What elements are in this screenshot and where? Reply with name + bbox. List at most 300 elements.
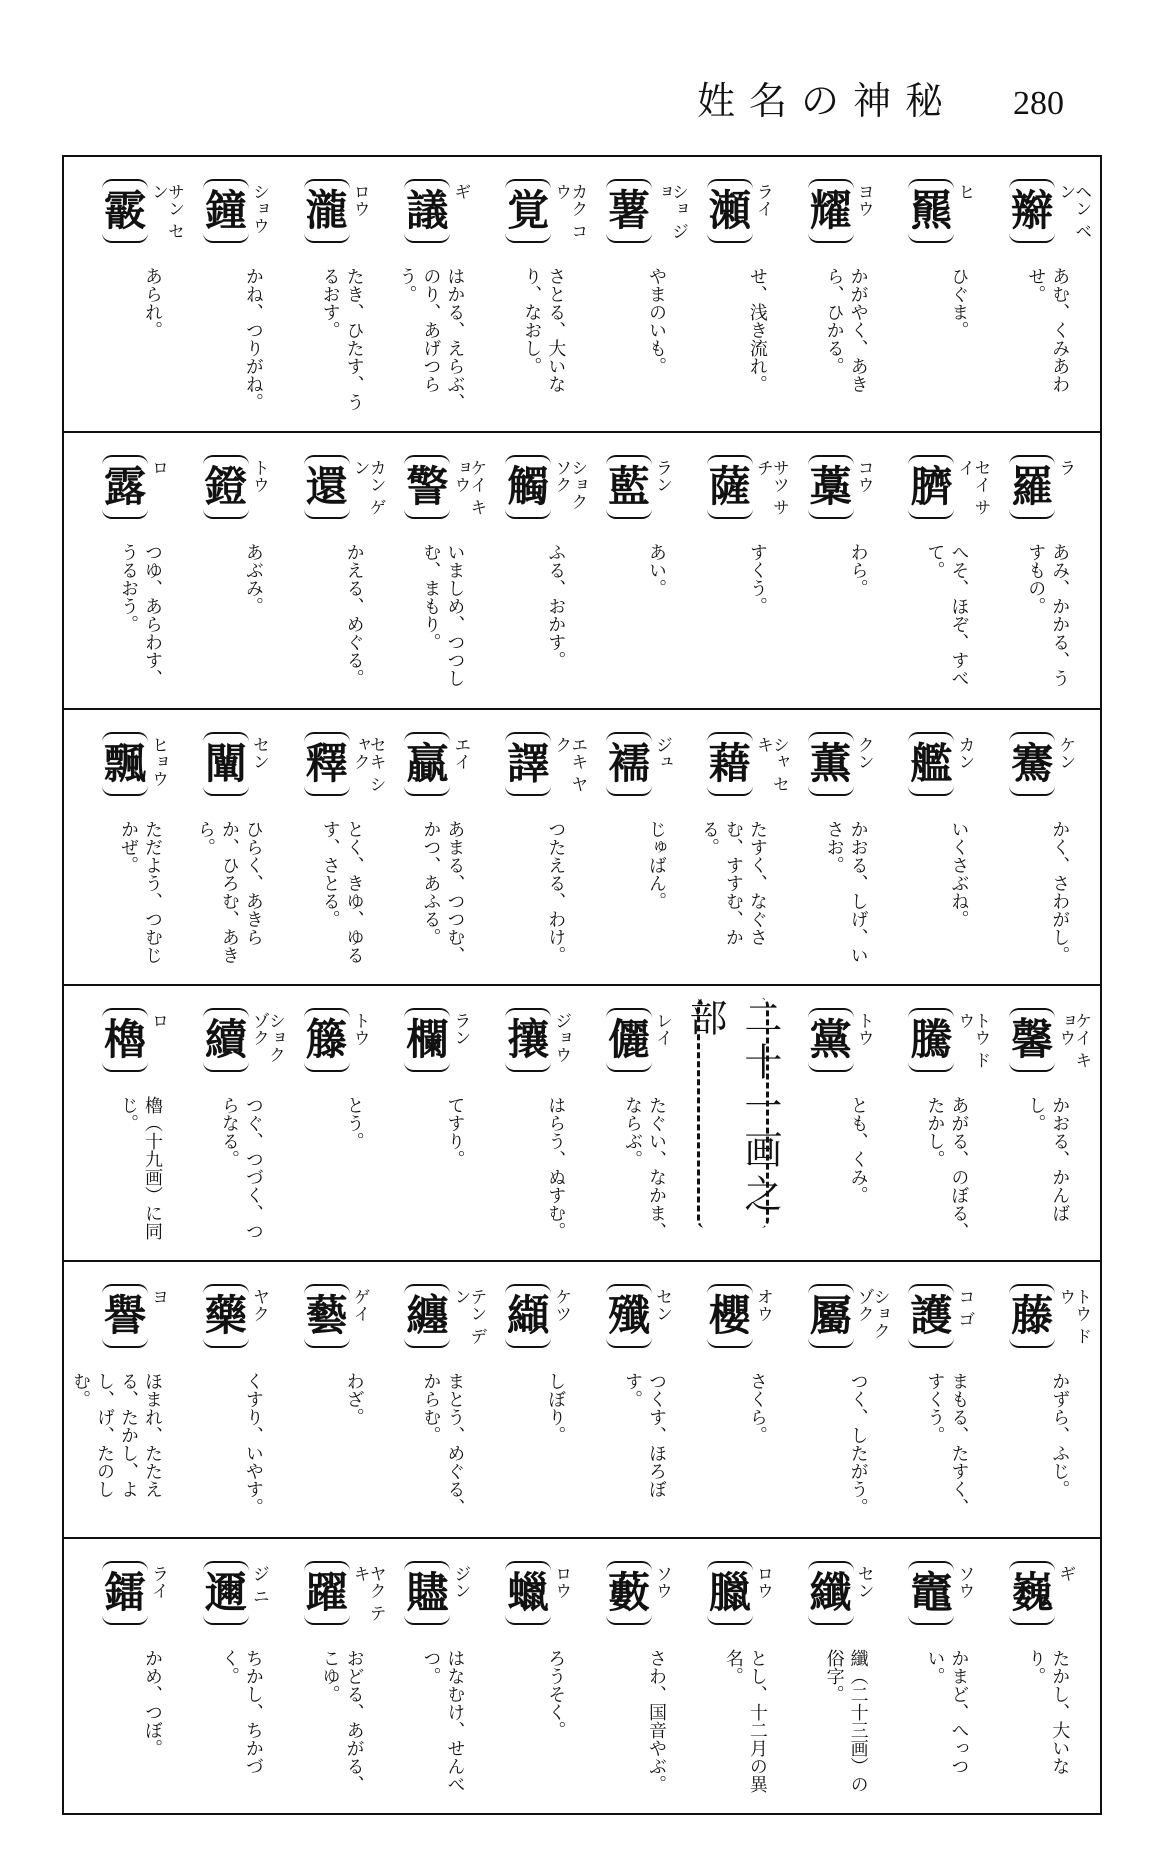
kanji-entry xyxy=(179,1262,280,1536)
kanji-character: 鐳 xyxy=(104,1567,147,1617)
kanji-meaning: はかる、えらぶ、のり、あげつらう。 xyxy=(396,267,466,411)
kanji-meaning: 櫓（十九画）に同じ。 xyxy=(118,1095,164,1240)
kanji-meaning: じゅばん。 xyxy=(646,819,668,910)
kanji-character: 藍 xyxy=(608,462,651,512)
kanji-meaning: かおる、しげ、いさお。 xyxy=(823,819,869,964)
kanji-character: 騫 xyxy=(1011,738,1054,788)
section-header xyxy=(683,986,784,1260)
kanji-reading: ケツ xyxy=(551,1288,572,1323)
kanji-reading: ギ xyxy=(1055,1564,1076,1582)
kanji-entry xyxy=(380,157,481,431)
kanji-entry xyxy=(683,1539,784,1813)
kanji-character: 覚 xyxy=(507,186,550,235)
kanji-entry xyxy=(884,433,991,707)
kanji-meaning: まもる、たすく、すくう。 xyxy=(924,1372,970,1517)
kanji-character: 霰 xyxy=(104,186,147,235)
kanji-reading: ライ xyxy=(148,1564,169,1599)
entry-head xyxy=(606,1561,684,1625)
entry-head xyxy=(203,1561,281,1625)
entry-head xyxy=(707,732,789,796)
kanji-meaning: あみ、かかる、うすもの。 xyxy=(1025,543,1071,688)
entry-head xyxy=(505,732,588,796)
kanji-entry xyxy=(985,986,1092,1260)
kanji-character: 瀬 xyxy=(708,186,751,235)
kanji-meaning: すくう。 xyxy=(746,543,768,616)
kanji-entry xyxy=(784,710,885,984)
kanji-meaning: しぼり。 xyxy=(545,1372,567,1445)
kanji-reading: セキ シャク xyxy=(349,735,386,793)
entry-head xyxy=(404,1284,487,1348)
kanji-entry xyxy=(78,1539,179,1813)
kanji-entry xyxy=(884,1262,985,1536)
kanji-entry xyxy=(70,1262,179,1536)
kanji-entry xyxy=(179,986,285,1260)
kanji-character: 黨 xyxy=(809,1014,852,1064)
kanji-entry xyxy=(985,1539,1086,1813)
table-row xyxy=(64,1262,1100,1538)
kanji-character: 櫻 xyxy=(708,1291,751,1341)
kanji-character: 續 xyxy=(204,1014,247,1064)
kanji-reading: ヤク xyxy=(248,1288,269,1323)
kanji-meaning: かまど、へっつい。 xyxy=(924,1648,970,1775)
kanji-meaning: ひぐま。 xyxy=(948,267,970,339)
kanji-meaning: わら。 xyxy=(847,543,869,598)
kanji-character: 籐 xyxy=(305,1014,348,1064)
entry-head xyxy=(1009,732,1087,796)
kanji-meaning: たき、ひたす、うるおす。 xyxy=(319,267,365,411)
kanji-reading: ジョウ xyxy=(551,1011,572,1063)
kanji-character: 瀧 xyxy=(305,186,348,235)
kanji-character: 騰 xyxy=(910,1014,953,1064)
entry-head xyxy=(606,732,684,796)
entry-head xyxy=(203,1284,281,1348)
kanji-meaning: とう。 xyxy=(343,1095,365,1150)
kanji-character: 馨 xyxy=(1011,1014,1054,1064)
kanji-character: 護 xyxy=(910,1291,953,1341)
section-label: 二十一画之部 xyxy=(682,997,782,1218)
kanji-meaning: やまのいも。 xyxy=(646,267,668,375)
kanji-entry xyxy=(280,1539,386,1813)
kanji-meaning: たぐい、なかま、ならぶ。 xyxy=(622,1095,668,1240)
kanji-reading: トウ ドウ xyxy=(954,1011,991,1069)
kanji-reading: ケン xyxy=(1055,735,1076,770)
kanji-character: 纏 xyxy=(406,1291,449,1341)
kanji-character: 耀 xyxy=(809,186,852,235)
kanji-entry xyxy=(280,986,381,1260)
kanji-meaning: あがる、のぼる、たかし。 xyxy=(924,1095,970,1240)
kanji-reading: ショウ xyxy=(248,183,269,234)
kanji-meaning: くすり、いやす。 xyxy=(242,1372,264,1517)
kanji-character: 臍 xyxy=(910,462,953,512)
kanji-meaning: あい。 xyxy=(646,543,668,598)
entry-head xyxy=(102,1284,180,1348)
kanji-reading: ヨ xyxy=(148,1288,169,1306)
kanji-reading: ショク ゾク xyxy=(853,1288,890,1340)
entry-head xyxy=(707,1561,785,1625)
entry-head xyxy=(505,455,588,519)
kanji-entry xyxy=(280,157,381,431)
kanji-entry xyxy=(884,986,991,1260)
kanji-entry xyxy=(985,710,1086,984)
table-row xyxy=(64,157,1100,433)
kanji-entry xyxy=(380,710,481,984)
entry-head xyxy=(808,1284,890,1348)
entry-head xyxy=(808,179,886,243)
kanji-meaning: かがやく、あきら、ひかる。 xyxy=(823,267,869,393)
entry-head xyxy=(505,179,588,243)
entry-head xyxy=(1009,179,1092,243)
kanji-character: 屬 xyxy=(809,1291,852,1341)
kanji-meaning: まとう、めぐる、からむ。 xyxy=(420,1372,466,1517)
kanji-character: 議 xyxy=(406,186,449,235)
kanji-meaning: かく、さわがし。 xyxy=(1049,819,1071,964)
kanji-entry xyxy=(78,986,179,1260)
kanji-entry xyxy=(179,710,280,984)
kanji-character: 闡 xyxy=(204,738,247,788)
page-number: 280 xyxy=(1013,85,1064,122)
entry-head xyxy=(102,1561,180,1625)
kanji-meaning: つくす、ほろぼす。 xyxy=(622,1372,668,1499)
entry-head xyxy=(1009,1284,1092,1348)
kanji-meaning: あまる、つつむ、かつ、あふる。 xyxy=(420,819,466,964)
kanji-meaning: てすり。 xyxy=(444,1095,466,1168)
kanji-entry xyxy=(481,710,588,984)
kanji-entry xyxy=(582,1262,683,1536)
kanji-reading: シャ セキ xyxy=(752,735,789,793)
kanji-reading: トウ ドウ xyxy=(1055,1288,1092,1345)
kanji-meaning: かずら、ふじ。 xyxy=(1049,1372,1071,1499)
kanji-meaning: さくら。 xyxy=(746,1372,768,1445)
kanji-reading: ロウ xyxy=(349,183,370,217)
entry-head xyxy=(808,1561,886,1625)
kanji-meaning: 纖（二十三画）の俗字。 xyxy=(823,1648,869,1793)
kanji-character: 攘 xyxy=(507,1014,550,1064)
kanji-reading: ヒ xyxy=(954,183,975,200)
kanji-reading: ラン xyxy=(450,1011,471,1046)
entry-head xyxy=(707,179,785,243)
kanji-reading: エイ xyxy=(450,735,471,770)
kanji-character: 譽 xyxy=(104,1291,147,1341)
kanji-reading: トウ xyxy=(248,459,269,494)
kanji-meaning: とし、十二月の異名。 xyxy=(722,1648,768,1793)
kanji-meaning: とも、くみ。 xyxy=(847,1095,869,1204)
kanji-reading: ヨウ xyxy=(853,183,874,217)
kanji-character: 鐘 xyxy=(204,186,247,235)
kanji-reading: ヘン ベン xyxy=(1055,183,1092,240)
kanji-reading: カン ゲン xyxy=(349,459,386,516)
kanji-reading: トウ xyxy=(349,1011,370,1046)
kanji-reading: カン xyxy=(954,735,975,770)
kanji-entry xyxy=(380,433,487,707)
kanji-meaning: ちかし、ちかづく。 xyxy=(218,1648,264,1775)
page-header xyxy=(697,70,1064,125)
kanji-character: 鐙 xyxy=(204,462,247,512)
kanji-meaning: かえる、めぐる。 xyxy=(343,543,365,688)
entry-head xyxy=(404,732,482,796)
kanji-reading: ロウ xyxy=(752,1564,773,1599)
kanji-character: 襦 xyxy=(608,738,651,788)
kanji-entry xyxy=(784,1539,885,1813)
kanji-character: 還 xyxy=(305,462,348,512)
kanji-entry xyxy=(784,986,885,1260)
entry-head xyxy=(404,1561,482,1625)
kanji-reading: ケイ キョウ xyxy=(1055,1011,1092,1069)
kanji-character: 贏 xyxy=(406,738,449,788)
entry-head xyxy=(707,455,789,519)
kanji-reading: ロ xyxy=(148,459,169,477)
kanji-entry xyxy=(784,1262,890,1536)
kanji-entry xyxy=(683,157,784,431)
entry-head xyxy=(304,1008,382,1072)
kanji-meaning: へそ、ほぞ、すべて。 xyxy=(924,543,970,688)
kanji-reading: ジュ xyxy=(652,735,673,770)
kanji-character: 辮 xyxy=(1011,186,1054,235)
kanji-character: 艦 xyxy=(910,738,953,788)
kanji-character: 釋 xyxy=(305,738,348,788)
table-row xyxy=(64,986,1100,1262)
entry-head xyxy=(908,179,986,243)
kanji-entry xyxy=(78,157,185,431)
kanji-entry xyxy=(683,1262,784,1536)
kanji-reading: ライ xyxy=(752,183,773,217)
kanji-character: 露 xyxy=(104,462,147,512)
kanji-meaning: あられ。 xyxy=(142,267,164,339)
kanji-character: 藝 xyxy=(305,1291,348,1341)
kanji-entry xyxy=(481,157,588,431)
kanji-meaning: かめ、つぼ。 xyxy=(142,1648,164,1757)
kanji-character: 竈 xyxy=(910,1567,953,1617)
kanji-reading: セイ サイ xyxy=(954,459,991,516)
kanji-reading: ジ ニ xyxy=(248,1564,269,1605)
kanji-entry xyxy=(582,986,683,1260)
kanji-reading: ソウ xyxy=(652,1564,673,1599)
kanji-reading: コウ xyxy=(853,459,874,494)
kanji-entry xyxy=(884,157,985,431)
kanji-character: 巍 xyxy=(1011,1567,1054,1617)
kanji-character: 纖 xyxy=(809,1567,852,1617)
kanji-meaning: たすく、なぐさむ、すすむ、かる。 xyxy=(698,819,768,946)
entry-head xyxy=(304,455,386,519)
entry-head xyxy=(1009,1008,1092,1072)
kanji-meaning: ふる、おかす。 xyxy=(545,543,567,670)
kanji-reading: セン xyxy=(248,735,269,770)
kanji-entry xyxy=(683,710,789,984)
kanji-meaning: たかし、大いなり。 xyxy=(1025,1648,1071,1775)
kanji-reading: ラ xyxy=(1055,459,1076,477)
kanji-reading: ロ xyxy=(148,1011,169,1029)
entry-head xyxy=(505,1561,583,1625)
kanji-entry xyxy=(179,157,280,431)
table-row xyxy=(64,433,1100,709)
kanji-entry xyxy=(280,433,386,707)
kanji-entry xyxy=(582,157,689,431)
kanji-entry xyxy=(380,986,481,1260)
entry-head xyxy=(1009,1561,1087,1625)
entry-head xyxy=(203,1008,285,1072)
book-title: 姓名の神秘 xyxy=(696,79,957,123)
kanji-reading: ショク ゾク xyxy=(248,1011,285,1063)
kanji-entry xyxy=(884,1539,985,1813)
kanji-reading: セン xyxy=(652,1288,673,1323)
entry-head xyxy=(908,732,986,796)
kanji-entry xyxy=(179,1539,280,1813)
table-row xyxy=(64,1539,1100,1813)
kanji-meaning: とく、きゆ、ゆるす、さとる。 xyxy=(319,819,365,964)
kanji-entry xyxy=(78,433,179,707)
kanji-reading: ラン xyxy=(652,459,673,494)
kanji-character: 飄 xyxy=(104,738,147,788)
kanji-entry xyxy=(784,157,885,431)
kanji-reading: エキ ヤク xyxy=(551,735,588,793)
entry-head xyxy=(707,1284,785,1348)
kanji-entry xyxy=(481,986,582,1260)
kanji-reading: ヤク テキ xyxy=(349,1564,386,1622)
kanji-entry xyxy=(280,710,386,984)
kanji-reading: サン セン xyxy=(148,183,185,240)
kanji-reading: テン デン xyxy=(450,1288,487,1345)
entry-head xyxy=(102,732,180,796)
kanji-meaning: つぐ、つづく、つらなる。 xyxy=(218,1095,264,1240)
entry-head xyxy=(404,455,487,519)
kanji-entry xyxy=(280,1262,381,1536)
entry-head xyxy=(505,1284,583,1348)
table-row xyxy=(64,710,1100,986)
entry-head xyxy=(606,179,689,243)
entry-head xyxy=(505,1008,583,1072)
section-label-frame xyxy=(682,997,782,1228)
kanji-character: 警 xyxy=(406,462,449,512)
entry-head xyxy=(908,1008,991,1072)
kanji-reading: セン xyxy=(853,1564,874,1599)
kanji-meaning: つく、したがう。 xyxy=(847,1372,869,1517)
kanji-entry xyxy=(784,433,885,707)
kanji-meaning: さとる、大いなり、なおし。 xyxy=(521,267,567,393)
entry-head xyxy=(304,1561,386,1625)
kanji-meaning: さわ、国音やぶ。 xyxy=(646,1648,668,1793)
kanji-reading: ゲイ xyxy=(349,1288,370,1323)
kanji-reading: ショ ジョ xyxy=(652,183,689,240)
kanji-character: 纈 xyxy=(507,1291,550,1341)
kanji-character: 藥 xyxy=(204,1291,247,1341)
kanji-meaning: せ、浅き流れ。 xyxy=(746,267,768,393)
kanji-meaning: あぶみ。 xyxy=(242,543,264,616)
kanji-meaning: はなむけ、せんべつ。 xyxy=(420,1648,466,1793)
kanji-meaning: いくさぶね。 xyxy=(948,819,970,928)
kanji-meaning: ただよう、つむじかぜ。 xyxy=(118,819,164,964)
kanji-character: 藁 xyxy=(809,462,852,512)
entry-head xyxy=(808,1008,886,1072)
kanji-meaning: かおる、かんばし。 xyxy=(1025,1095,1071,1222)
entry-head xyxy=(606,455,684,519)
kanji-meaning: つゆ、あらわす、うるおう。 xyxy=(118,543,164,688)
kanji-entry xyxy=(380,1262,487,1536)
kanji-entry xyxy=(481,1262,582,1536)
kanji-reading: ショク ソク xyxy=(551,459,588,511)
kanji-reading: ギ xyxy=(450,183,471,200)
kanji-entry xyxy=(884,710,985,984)
kanji-character: 邇 xyxy=(204,1567,247,1617)
entry-head xyxy=(203,179,281,243)
kanji-character: 躍 xyxy=(305,1567,348,1617)
kanji-character: 藉 xyxy=(708,738,751,788)
kanji-entry xyxy=(481,1539,582,1813)
entry-head xyxy=(1009,455,1087,519)
kanji-reading: ケイ キョウ xyxy=(450,459,487,516)
entry-head xyxy=(404,1008,482,1072)
kanji-character: 藪 xyxy=(608,1567,651,1617)
kanji-meaning: あむ、くみあわせ。 xyxy=(1025,267,1071,393)
kanji-character: 羆 xyxy=(910,186,953,235)
entry-head xyxy=(908,1561,986,1625)
kanji-meaning: はらう、ぬすむ。 xyxy=(545,1095,567,1240)
kanji-character: 藤 xyxy=(1011,1291,1054,1341)
kanji-reading: サツ サチ xyxy=(752,459,789,516)
kanji-entry xyxy=(985,157,1092,431)
kanji-entry xyxy=(985,433,1086,707)
kanji-character: 觸 xyxy=(507,462,550,512)
kanji-character: 儷 xyxy=(608,1014,651,1064)
entry-head xyxy=(102,455,180,519)
kanji-reading: ロウ xyxy=(551,1564,572,1599)
kanji-meaning: ひらく、あきらか、ひろむ、あきら。 xyxy=(194,819,264,964)
kanji-meaning: わざ。 xyxy=(343,1372,365,1427)
kanji-entry xyxy=(683,433,789,707)
kanji-reading: ソウ xyxy=(954,1564,975,1599)
entry-head xyxy=(606,1008,684,1072)
kanji-entry xyxy=(481,433,588,707)
kanji-character: 譯 xyxy=(507,738,550,788)
kanji-character: 薫 xyxy=(809,738,852,788)
entry-head xyxy=(606,1284,684,1348)
kanji-entry xyxy=(582,1539,683,1813)
kanji-entry xyxy=(78,710,179,984)
kanji-meaning: いましめ、つつしむ、まもり。 xyxy=(420,543,466,688)
kanji-character: 羅 xyxy=(1011,462,1054,512)
kanji-reading: レイ xyxy=(652,1011,673,1046)
entry-head xyxy=(808,732,886,796)
kanji-character: 臘 xyxy=(708,1567,751,1617)
kanji-entry xyxy=(380,1539,481,1813)
entry-head xyxy=(908,1284,986,1348)
kanji-entry xyxy=(985,1262,1092,1536)
kanji-reading: カク コウ xyxy=(551,183,588,240)
entry-head xyxy=(102,1008,180,1072)
kanji-table xyxy=(62,155,1102,1815)
kanji-reading: トウ xyxy=(853,1011,874,1046)
kanji-character: 蠟 xyxy=(507,1567,550,1617)
entry-head xyxy=(304,179,382,243)
kanji-character: 薯 xyxy=(608,186,651,235)
kanji-character: 薩 xyxy=(708,462,751,512)
kanji-character: 殲 xyxy=(608,1291,651,1341)
kanji-meaning: かね、つりがね。 xyxy=(242,267,264,411)
entry-head xyxy=(304,1284,382,1348)
kanji-reading: クン xyxy=(853,735,874,770)
entry-head xyxy=(102,179,185,243)
kanji-reading: ヒョウ xyxy=(148,735,169,787)
kanji-reading: ジン xyxy=(450,1564,471,1599)
kanji-character: 櫓 xyxy=(104,1014,147,1064)
kanji-meaning: ろうそく。 xyxy=(545,1648,567,1739)
kanji-entry xyxy=(582,433,683,707)
kanji-meaning: おどる、あがる、こゆ。 xyxy=(319,1648,365,1793)
entry-head xyxy=(808,455,886,519)
kanji-character: 贐 xyxy=(406,1567,449,1617)
entry-head xyxy=(908,455,991,519)
kanji-meaning: つたえる、わけ。 xyxy=(545,819,567,964)
kanji-reading: コ ゴ xyxy=(954,1288,975,1328)
kanji-entry xyxy=(582,710,683,984)
